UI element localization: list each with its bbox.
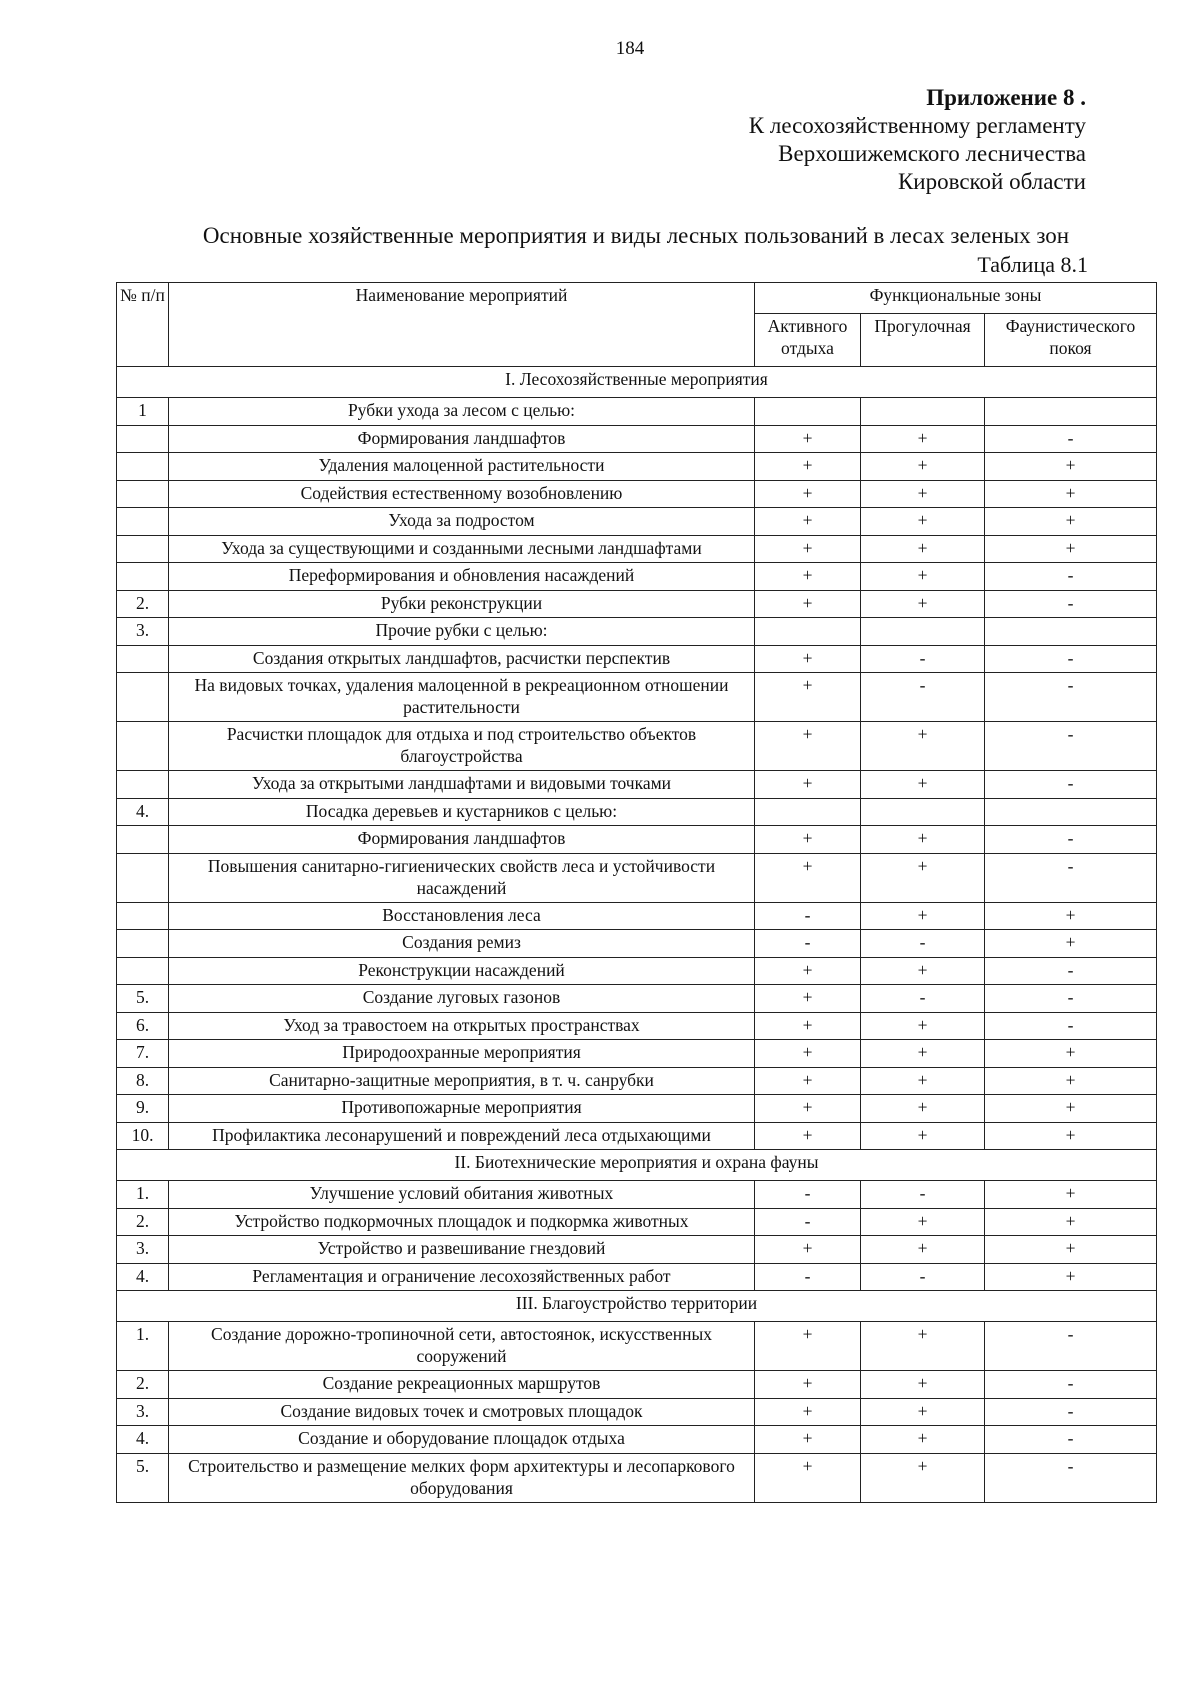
zone-walking-mark: -	[861, 985, 985, 1013]
zone-fauna-mark: -	[985, 771, 1157, 799]
activity-name: Удаления малоценной растительности	[169, 453, 755, 481]
zone-active-mark: +	[755, 508, 861, 536]
table-row	[117, 1012, 1157, 1040]
activity-name: Ухода за открытыми ландшафтами и видовыми точками	[169, 771, 755, 799]
zone-active-mark: +	[755, 1426, 861, 1454]
activity-name: Создание и оборудование площадок отдыха	[169, 1426, 755, 1454]
zone-fauna-mark: +	[985, 453, 1157, 481]
row-number	[117, 673, 169, 722]
zone-walking-mark: +	[861, 1426, 985, 1454]
zone-active-mark: +	[755, 1067, 861, 1095]
appendix-line-3: Кировской области	[897, 169, 1086, 194]
table-row	[117, 425, 1157, 453]
table-row	[117, 1208, 1157, 1236]
table-row	[117, 645, 1157, 673]
row-number: 4.	[117, 1263, 169, 1291]
zone-active-mark: +	[755, 771, 861, 799]
zone-active-mark: +	[755, 453, 861, 481]
activity-name: Повышения санитарно-гигиенических свойств леса и устойчивости насаждений	[169, 853, 755, 902]
zone-walking-mark: -	[861, 1181, 985, 1209]
zone-fauna-mark: -	[985, 590, 1157, 618]
header-zone-fauna: Фаунистического покоя	[985, 314, 1157, 367]
table-row	[117, 453, 1157, 481]
zone-fauna-mark: +	[985, 1181, 1157, 1209]
zone-walking-mark: -	[861, 930, 985, 958]
table-row	[117, 508, 1157, 536]
activity-name: Регламентация и ограничение лесохозяйственных работ	[169, 1263, 755, 1291]
table-row	[117, 1040, 1157, 1068]
header-functional-zones: Функциональные зоны	[755, 283, 1157, 314]
zone-fauna-mark: +	[985, 508, 1157, 536]
activities-table	[116, 282, 1157, 1503]
activity-name: Ухода за существующими и созданными лесными ландшафтами	[169, 535, 755, 563]
table-body	[117, 367, 1157, 1503]
zone-walking-mark: +	[861, 853, 985, 902]
activity-name: Создание рекреационных маршрутов	[169, 1371, 755, 1399]
activity-name: Рубки ухода за лесом с целью:	[169, 398, 755, 426]
zone-active-mark	[755, 618, 861, 646]
zone-active-mark: +	[755, 1398, 861, 1426]
row-number: 2.	[117, 1208, 169, 1236]
zone-active-mark: -	[755, 930, 861, 958]
zone-walking-mark	[861, 398, 985, 426]
table-row	[117, 590, 1157, 618]
zone-walking-mark: +	[861, 1040, 985, 1068]
zone-active-mark: +	[755, 673, 861, 722]
row-number	[117, 425, 169, 453]
row-number	[117, 453, 169, 481]
zone-walking-mark: +	[861, 1398, 985, 1426]
zone-fauna-mark: -	[985, 1371, 1157, 1399]
row-number: 7.	[117, 1040, 169, 1068]
zone-active-mark	[755, 398, 861, 426]
row-number	[117, 480, 169, 508]
activity-name: Посадка деревьев и кустарников с целью:	[169, 798, 755, 826]
activity-name: Ухода за подростом	[169, 508, 755, 536]
zone-fauna-mark: +	[985, 1040, 1157, 1068]
zone-active-mark: +	[755, 1122, 861, 1150]
zone-active-mark: +	[755, 853, 861, 902]
activity-name: Создание дорожно-тропиночной сети, автостоянок, искусственных сооружений	[169, 1322, 755, 1371]
table-row	[117, 1067, 1157, 1095]
table-row	[117, 1095, 1157, 1123]
table-row	[117, 930, 1157, 958]
activity-name: Профилактика лесонарушений и повреждений леса отдыхающими	[169, 1122, 755, 1150]
table-row	[117, 1181, 1157, 1209]
activity-name: Содействия естественному возобновлению	[169, 480, 755, 508]
row-number	[117, 563, 169, 591]
row-number	[117, 508, 169, 536]
zone-walking-mark: +	[861, 957, 985, 985]
zone-active-mark: +	[755, 1095, 861, 1123]
activity-name: Прочие рубки с целью:	[169, 618, 755, 646]
zone-active-mark: +	[755, 957, 861, 985]
zone-fauna-mark	[985, 618, 1157, 646]
row-number: 3.	[117, 1236, 169, 1264]
header-zone-active: Активного отдыха	[755, 314, 861, 367]
activity-name: Природоохранные мероприятия	[169, 1040, 755, 1068]
zone-fauna-mark	[985, 798, 1157, 826]
zone-walking-mark: +	[861, 480, 985, 508]
activity-name: Создание видовых точек и смотровых площадок	[169, 1398, 755, 1426]
zone-fauna-mark: -	[985, 1426, 1157, 1454]
activity-name: Санитарно-защитные мероприятия, в т. ч. санрубки	[169, 1067, 755, 1095]
row-number: 5.	[117, 985, 169, 1013]
section-title: I. Лесохозяйственные мероприятия	[117, 367, 1157, 398]
zone-fauna-mark: -	[985, 673, 1157, 722]
zone-active-mark: +	[755, 480, 861, 508]
row-number: 1.	[117, 1322, 169, 1371]
activity-name: Формирования ландшафтов	[169, 826, 755, 854]
row-number: 3.	[117, 1398, 169, 1426]
table-row	[117, 535, 1157, 563]
zone-walking-mark	[861, 798, 985, 826]
zone-active-mark: +	[755, 1453, 861, 1502]
zone-active-mark: +	[755, 1040, 861, 1068]
zone-walking-mark: +	[861, 902, 985, 930]
activity-name: На видовых точках, удаления малоценной в рекреационном отношении растительности	[169, 673, 755, 722]
zone-fauna-mark: +	[985, 1208, 1157, 1236]
appendix-line-1: К лесохозяйственному регламенту	[748, 113, 1086, 138]
zone-active-mark: +	[755, 1236, 861, 1264]
section-row	[117, 367, 1157, 398]
zone-walking-mark: +	[861, 535, 985, 563]
zone-active-mark: +	[755, 826, 861, 854]
zone-walking-mark: +	[861, 722, 985, 771]
zone-walking-mark: +	[861, 771, 985, 799]
table-row	[117, 673, 1157, 722]
activity-name: Создания ремиз	[169, 930, 755, 958]
activity-name: Расчистки площадок для отдыха и под строительство объектов благоустройства	[169, 722, 755, 771]
zone-walking-mark: +	[861, 590, 985, 618]
header-zone-walking: Прогулочная	[861, 314, 985, 367]
zone-active-mark: +	[755, 985, 861, 1013]
document-title: Основные хозяйственные мероприятия и виды лесных пользований в лесах зеленых зон	[202, 223, 1070, 248]
activity-name: Переформирования и обновления насаждений	[169, 563, 755, 591]
row-number	[117, 771, 169, 799]
table-row	[117, 1398, 1157, 1426]
zone-fauna-mark: +	[985, 1236, 1157, 1264]
zone-fauna-mark: -	[985, 1322, 1157, 1371]
zone-active-mark: +	[755, 563, 861, 591]
row-number: 3.	[117, 618, 169, 646]
row-number: 8.	[117, 1067, 169, 1095]
zone-walking-mark: -	[861, 645, 985, 673]
row-number	[117, 535, 169, 563]
zone-fauna-mark: +	[985, 480, 1157, 508]
table-row	[117, 398, 1157, 426]
zone-walking-mark: -	[861, 1263, 985, 1291]
activity-name: Улучшение условий обитания животных	[169, 1181, 755, 1209]
table-row	[117, 1122, 1157, 1150]
zone-fauna-mark: -	[985, 826, 1157, 854]
zone-fauna-mark: -	[985, 722, 1157, 771]
zone-walking-mark: +	[861, 1122, 985, 1150]
zone-fauna-mark: -	[985, 1453, 1157, 1502]
appendix-block	[749, 84, 1086, 196]
activity-name: Противопожарные мероприятия	[169, 1095, 755, 1123]
zone-walking-mark: +	[861, 1236, 985, 1264]
zone-active-mark: +	[755, 425, 861, 453]
row-number: 9.	[117, 1095, 169, 1123]
zone-fauna-mark: +	[985, 930, 1157, 958]
table-row	[117, 1236, 1157, 1264]
zone-active-mark: +	[755, 722, 861, 771]
zone-fauna-mark: -	[985, 425, 1157, 453]
appendix-line-2: Верхошижемского лесничества	[778, 141, 1086, 166]
activity-name: Создания открытых ландшафтов, расчистки перспектив	[169, 645, 755, 673]
row-number	[117, 645, 169, 673]
table-row	[117, 957, 1157, 985]
row-number	[117, 722, 169, 771]
zone-active-mark: +	[755, 645, 861, 673]
zone-walking-mark: +	[861, 1371, 985, 1399]
row-number: 4.	[117, 1426, 169, 1454]
zone-active-mark: +	[755, 1371, 861, 1399]
zone-fauna-mark: +	[985, 535, 1157, 563]
zone-fauna-mark: -	[985, 1012, 1157, 1040]
row-number: 5.	[117, 1453, 169, 1502]
zone-active-mark: -	[755, 1263, 861, 1291]
zone-fauna-mark: +	[985, 1067, 1157, 1095]
table-row	[117, 826, 1157, 854]
activity-name: Восстановления леса	[169, 902, 755, 930]
section-title: III. Благоустройство территории	[117, 1291, 1157, 1322]
zone-active-mark: -	[755, 1181, 861, 1209]
row-number: 10.	[117, 1122, 169, 1150]
zone-active-mark	[755, 798, 861, 826]
zone-fauna-mark: -	[985, 645, 1157, 673]
table-row	[117, 1426, 1157, 1454]
row-number	[117, 930, 169, 958]
table-row	[117, 902, 1157, 930]
row-number: 2.	[117, 590, 169, 618]
zone-fauna-mark: +	[985, 1263, 1157, 1291]
zone-active-mark: +	[755, 590, 861, 618]
table-row	[117, 1322, 1157, 1371]
table-row	[117, 771, 1157, 799]
zone-walking-mark: +	[861, 1453, 985, 1502]
activity-name: Строительство и размещение мелких форм архитектуры и лесопаркового оборудования	[169, 1453, 755, 1502]
table-row	[117, 722, 1157, 771]
table-row	[117, 618, 1157, 646]
section-row	[117, 1291, 1157, 1322]
table-row	[117, 853, 1157, 902]
zone-walking-mark: +	[861, 1012, 985, 1040]
zone-fauna-mark: -	[985, 1398, 1157, 1426]
section-title: II. Биотехнические мероприятия и охрана фауны	[117, 1150, 1157, 1181]
zone-walking-mark: +	[861, 1208, 985, 1236]
row-number: 1	[117, 398, 169, 426]
zone-fauna-mark: -	[985, 853, 1157, 902]
row-number	[117, 902, 169, 930]
table-row	[117, 1371, 1157, 1399]
zone-walking-mark: +	[861, 453, 985, 481]
zone-active-mark: +	[755, 1322, 861, 1371]
zone-active-mark: -	[755, 1208, 861, 1236]
zone-walking-mark: +	[861, 1067, 985, 1095]
zone-walking-mark: +	[861, 563, 985, 591]
activity-name: Рубки реконструкции	[169, 590, 755, 618]
zone-walking-mark: +	[861, 508, 985, 536]
row-number	[117, 826, 169, 854]
table-row	[117, 1453, 1157, 1502]
activity-name: Устройство и развешивание гнездовий	[169, 1236, 755, 1264]
table-row	[117, 798, 1157, 826]
zone-walking-mark: +	[861, 1095, 985, 1123]
zone-fauna-mark: +	[985, 1095, 1157, 1123]
activity-name: Реконструкции насаждений	[169, 957, 755, 985]
table-caption: Таблица 8.1	[977, 252, 1088, 277]
header-number: № п/п	[117, 283, 169, 367]
row-number	[117, 853, 169, 902]
zone-active-mark: +	[755, 535, 861, 563]
zone-fauna-mark	[985, 398, 1157, 426]
zone-walking-mark: -	[861, 673, 985, 722]
table-row	[117, 480, 1157, 508]
zone-active-mark: -	[755, 902, 861, 930]
zone-walking-mark: +	[861, 425, 985, 453]
activity-name: Уход за травостоем на открытых пространствах	[169, 1012, 755, 1040]
zone-active-mark: +	[755, 1012, 861, 1040]
zone-fauna-mark: -	[985, 957, 1157, 985]
section-row	[117, 1150, 1157, 1181]
zone-fauna-mark: -	[985, 563, 1157, 591]
activity-name: Формирования ландшафтов	[169, 425, 755, 453]
table-row	[117, 1263, 1157, 1291]
table-row	[117, 985, 1157, 1013]
row-number	[117, 957, 169, 985]
row-number: 2.	[117, 1371, 169, 1399]
zone-walking-mark: +	[861, 1322, 985, 1371]
zone-walking-mark	[861, 618, 985, 646]
page-number: 184	[615, 38, 645, 59]
zone-walking-mark: +	[861, 826, 985, 854]
row-number: 6.	[117, 1012, 169, 1040]
zone-fauna-mark: -	[985, 985, 1157, 1013]
table-row	[117, 563, 1157, 591]
row-number: 4.	[117, 798, 169, 826]
zone-fauna-mark: +	[985, 1122, 1157, 1150]
zone-fauna-mark: +	[985, 902, 1157, 930]
appendix-title: Приложение 8 .	[926, 85, 1086, 110]
activity-name: Создание луговых газонов	[169, 985, 755, 1013]
header-name: Наименование мероприятий	[169, 283, 755, 367]
row-number: 1.	[117, 1181, 169, 1209]
activity-name: Устройство подкормочных площадок и подкормка животных	[169, 1208, 755, 1236]
